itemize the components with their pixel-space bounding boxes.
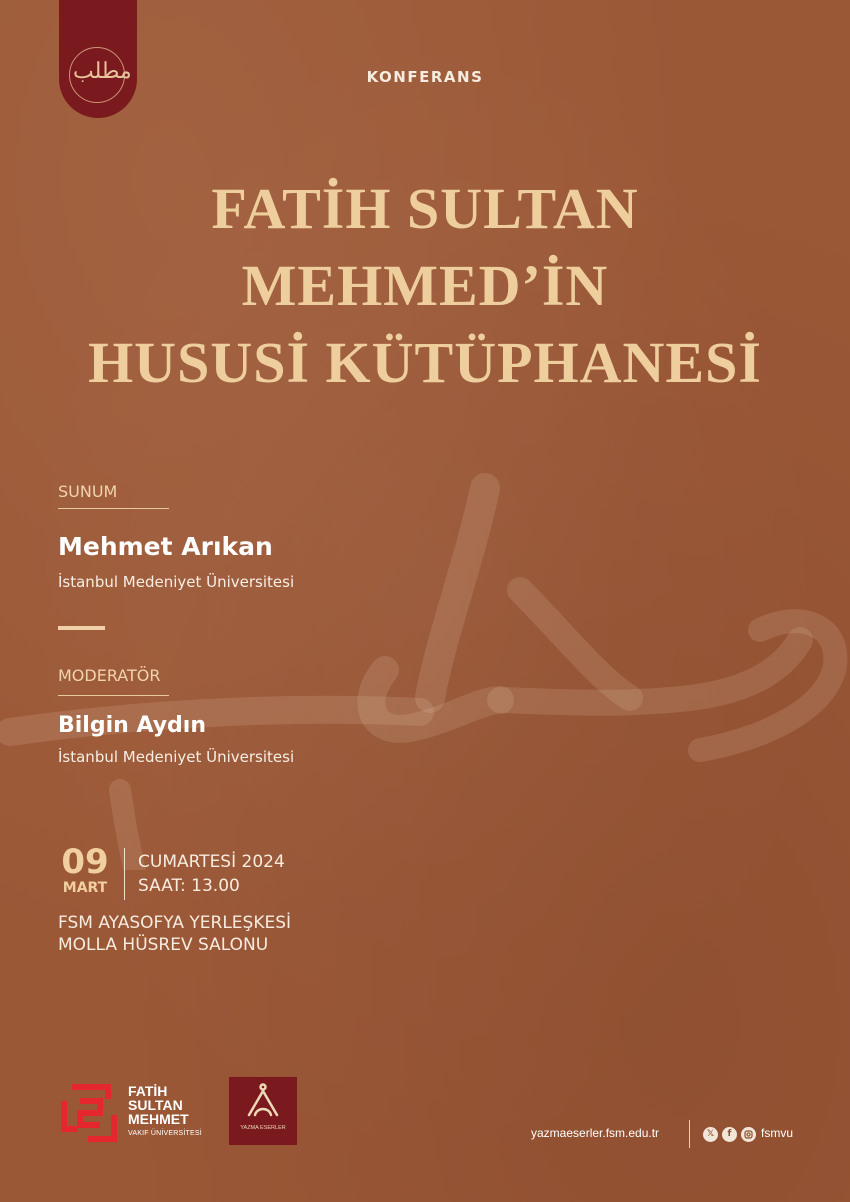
university-logo-line-3: MEHMET bbox=[128, 1111, 189, 1127]
presenter-name: Mehmet Arıkan bbox=[58, 532, 273, 561]
moderator-name: Bilgin Aydın bbox=[58, 713, 206, 738]
instagram-glyph bbox=[741, 1127, 756, 1142]
x-icon[interactable]: 𝕏 bbox=[703, 1127, 718, 1142]
event-title bbox=[0, 170, 850, 401]
presenter-label: SUNUM bbox=[58, 482, 118, 501]
university-logo-line-2: SULTAN bbox=[128, 1097, 183, 1113]
instagram-icon[interactable] bbox=[741, 1127, 756, 1142]
emblem-calligraphy: مطلب bbox=[73, 59, 132, 84]
venue-line-2: MOLLA HÜSREV SALONU bbox=[58, 935, 269, 955]
section-divider bbox=[58, 626, 105, 630]
presenter-affiliation: İstanbul Medeniyet Üniversitesi bbox=[58, 573, 295, 591]
presenter-label-underline bbox=[58, 508, 169, 509]
moderator-affiliation: İstanbul Medeniyet Üniversitesi bbox=[58, 748, 295, 766]
facebook-icon[interactable]: f bbox=[722, 1127, 737, 1142]
title-line-2: MEHMED’İN bbox=[241, 253, 609, 318]
emblem-tab bbox=[59, 0, 137, 118]
yazma-eserler-emblem-icon bbox=[229, 1077, 297, 1125]
date-weekday-year: CUMARTESİ 2024 bbox=[138, 852, 285, 872]
university-logo-line-1: FATİH bbox=[128, 1083, 168, 1099]
social-handle[interactable]: fsmvu bbox=[761, 1126, 794, 1140]
footer-divider bbox=[689, 1120, 690, 1148]
title-line-1: FATİH SULTAN bbox=[211, 176, 639, 241]
moderator-label-underline bbox=[58, 695, 169, 696]
date-month: MART bbox=[62, 880, 108, 896]
date-day: 09 bbox=[61, 842, 109, 882]
yazma-eserler-logo-text: YAZMA ESERLER bbox=[240, 1125, 286, 1131]
university-logo-text bbox=[128, 1084, 189, 1126]
fsm-university-logo-icon bbox=[58, 1079, 120, 1145]
university-logo-subtext: VAKIF ÜNİVERSİTESİ bbox=[128, 1130, 202, 1137]
website-link[interactable]: yazmaeserler.fsm.edu.tr bbox=[531, 1126, 660, 1140]
moderator-label: MODERATÖR bbox=[58, 666, 161, 685]
yazma-eserler-logo bbox=[229, 1077, 297, 1145]
event-type: KONFERANS bbox=[366, 68, 484, 86]
event-time: SAAT: 13.00 bbox=[138, 876, 240, 896]
date-divider bbox=[124, 848, 125, 900]
venue-line-1: FSM AYASOFYA YERLEŞKESİ bbox=[58, 913, 292, 933]
title-line-3: HUSUSİ KÜTÜPHANESİ bbox=[88, 330, 762, 395]
